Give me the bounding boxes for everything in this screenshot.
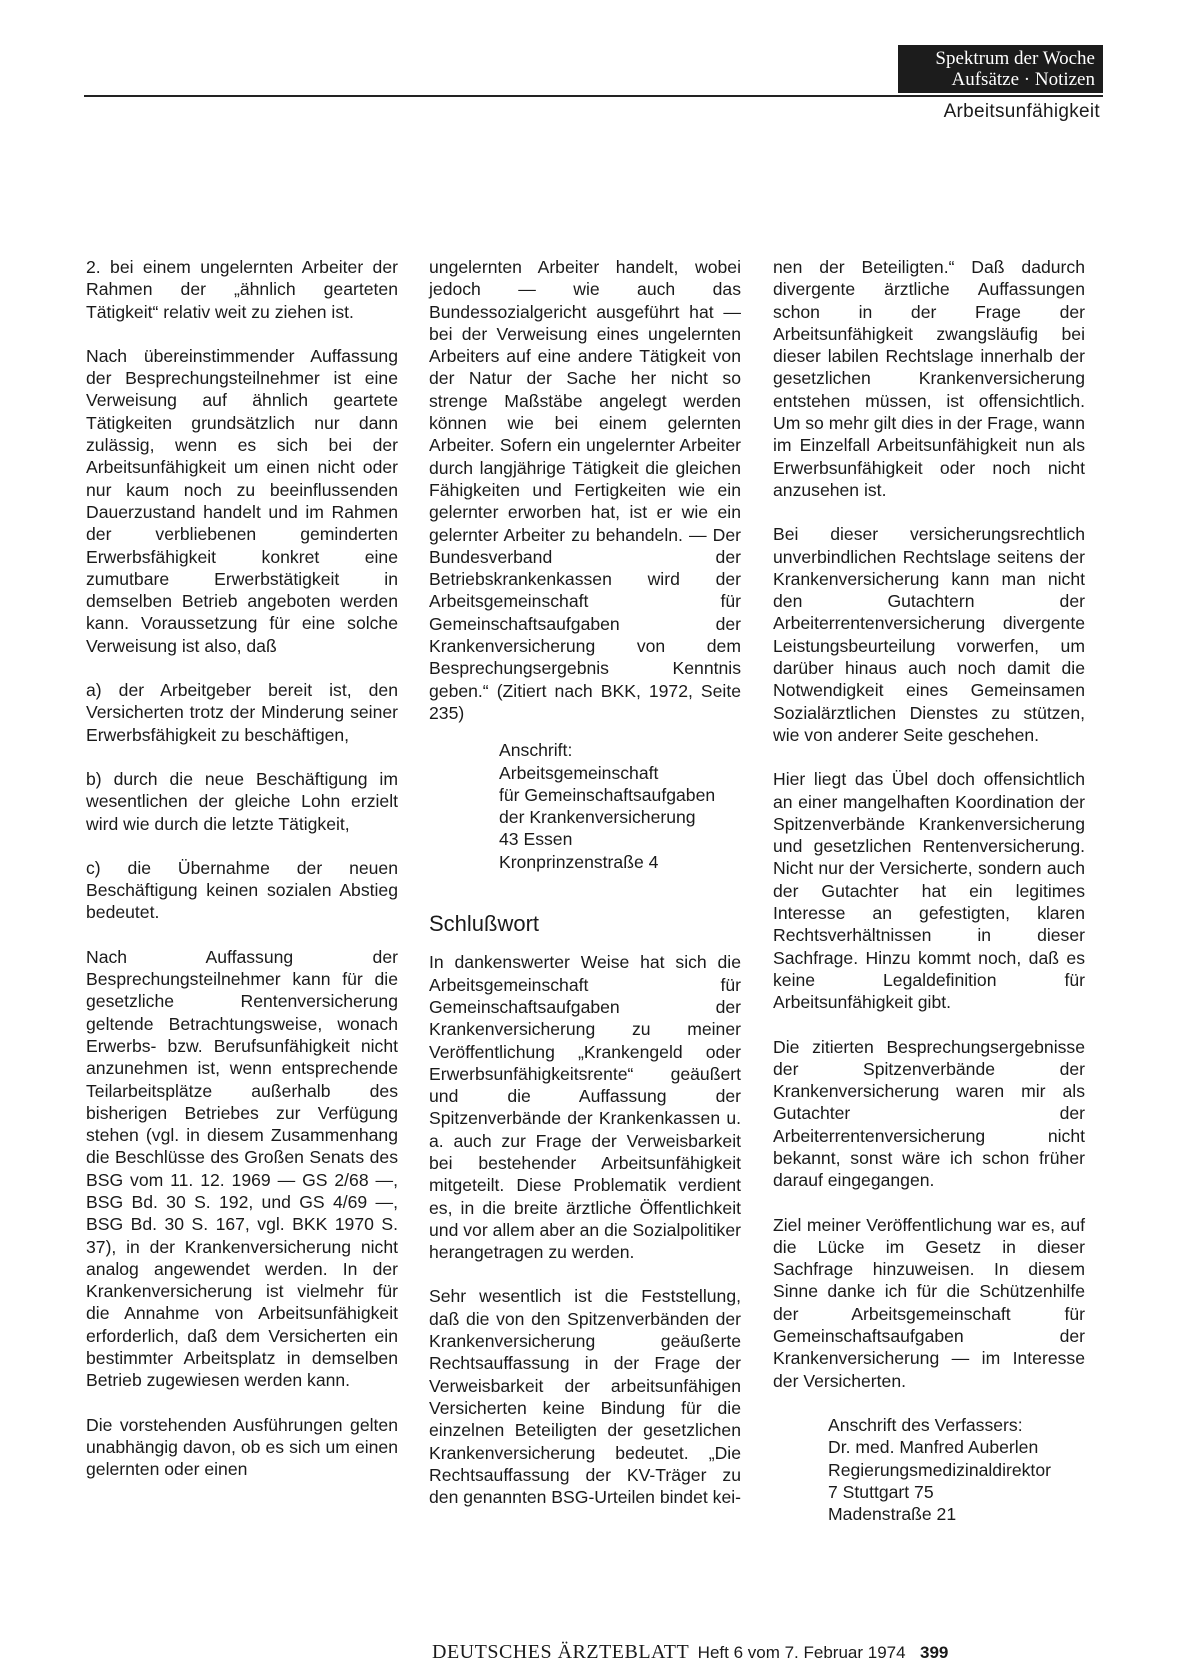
paragraph: Nach übereinstimmender Auffassung der Besprechungsteilnehmer ist eine Verweisung auf ähnlich geartete Tätigkeiten grundsätzlich nur dann zulässig, wenn es sich bei der Arbeitsunfähigkeit um einen nicht oder nur kaum noch zu beeinflussenden Dauerzustand handelt und im Rahmen der verbliebenen geminderten Erwerbsfähigkeit konkret eine zumutbare Erwerbstätigkeit in demselben Betrieb angeboten werden kann. Voraussetzung für eine solche Verweisung ist also, daß: [86, 345, 398, 656]
paragraph: Die zitierten Besprechungsergebnisse der Spitzenverbände der Krankenversicherung waren mir als Gutachter der Arbeiterrentenversicherung nicht bekannt, sonst wäre ich schon früher darauf eingegangen.: [773, 1036, 1085, 1191]
page-number: 399: [920, 1643, 949, 1662]
paragraph: a) der Arbeitgeber bereit ist, den Versicherten trotz der Minderung seiner Erwerbsfähigkeit zu beschäftigen,: [86, 680, 398, 745]
address-line: Madenstraße 21: [828, 1504, 957, 1525]
column-3: [773, 256, 1085, 1525]
paragraph: nen der Beteiligten.“ Daß dadurch divergente ärztliche Auffassungen schon in der Frage der Arbeitsunfähigkeit zwangsläufig bei dieser labilen Rechtslage innerhalb der gesetzlichen Krankenversicherung entstehen müssen, ist offensichtlich. Um so mehr gilt dies in der Frage, wann im Einzelfall Arbeitsunfähigkeit nun als Erwerbsunfähigkeit oder noch nicht anzusehen ist.: [773, 257, 1085, 500]
section-title: Arbeitsunfähigkeit: [943, 101, 1100, 122]
paragraph: ungelernten Arbeiter handelt, wobei jedoch — wie auch das Bundessozialgericht ausgeführt hat — bei der Verweisung eines ungelernten Arbeiters auf eine andere Tätigkeit von der Natur der Sache her nicht so strenge Maßstäbe angelegt werden können wie bei einem gelernten Arbeiter. Sofern ein ungelernter Arbeiter durch langjährige Tätigkeit die gleichen Fähigkeiten und Fertigkeiten wie ein gelernter erworben hat, ist er wie ein gelernter Arbeiter zu behandeln. — Der Bundesverband der Betriebskrankenkassen wird der Arbeitsgemeinschaft für Gemeinschaftsaufgaben der Krankenversicherung von dem Besprechungsergebnis Kenntnis geben.“ (Zitiert nach BKK, 1972, Seite 235): [429, 257, 741, 723]
section-heading: Schlußwort: [429, 911, 540, 937]
address-line: Arbeitsgemeinschaft: [499, 762, 659, 783]
rubric-line-1: Spektrum der Woche: [935, 48, 1095, 69]
column-2: [429, 256, 741, 1508]
paragraph: Nach Auffassung der Besprechungsteilnehmer kann für die gesetzliche Rentenversicherung geltende Betrachtungsweise, wonach Erwerbs- bzw. Berufsunfähigkeit nicht anzunehmen ist, wenn entsprechende Teilarbeitsplätze außerhalb des bisherigen Betriebes zur Verfügung stehen (vgl. in diesem Zusammenhang die Beschlüsse des Großen Senats des BSG vom 11. 12. 1969 — GS 2/68 —, BSG Bd. 30 S. 192, und GS 4/69 —, BSG Bd. 30 S. 167, vgl. BKK 1970 S. 37), in der Krankenversicherung nicht analog angewendet werden. In der Krankenversicherung ist vielmehr für die Annahme von Arbeitsunfähigkeit erforderlich, daß dem Versicherten ein bestimmter Arbeitsplatz in demselben Betrieb zugewiesen werden kann.: [86, 946, 398, 1391]
issue-info: Heft 6 vom 7. Februar 1974: [697, 1643, 906, 1662]
journal-name: DEUTSCHES ÄRZTEBLATT: [432, 1641, 690, 1663]
address-line: Regierungsmedizinaldirektor: [828, 1459, 1051, 1480]
paragraph: In dankenswerter Weise hat sich die Arbeitsgemeinschaft für Gemeinschaftsaufgaben der Krankenversicherung zu meiner Veröffentlichung „Krankengeld oder Erwerbsunfähigkeitsrente“ geäußert und die Auffassung der Spitzenverbände der Krankenkassen u. a. auch zur Frage der Verweisbarkeit bei bestehender Arbeitsunfähigkeit mitgeteilt. Diese Problematik verdient es, in die breite ärztliche Öffentlichkeit und vor allem aber an die Sozialpolitiker herangetragen zu werden.: [429, 952, 741, 1263]
paragraph: b) durch die neue Beschäftigung im wesentlichen der gleiche Lohn erzielt wird wie durch die letzte Tätigkeit,: [86, 768, 398, 834]
column-1: [86, 256, 398, 1481]
paragraph: c) die Übernahme der neuen Beschäftigung keinen sozialen Abstieg bedeutet.: [86, 857, 398, 923]
page-footer: [432, 1641, 948, 1664]
address-block-author: [828, 1414, 1085, 1525]
paragraph: 2. bei einem ungelernten Arbeiter der Rahmen der „ähnlich gearteten Tätigkeit“ relativ weit zu ziehen ist.: [86, 257, 398, 322]
rubric-line-2: Aufsätze · Notizen: [951, 69, 1095, 90]
paragraph: Die vorstehenden Ausführungen gelten unabhängig davon, ob es sich um einen gelernten oder einen: [86, 1414, 398, 1480]
address-line: Anschrift:: [499, 740, 573, 761]
header-rule: [84, 95, 1103, 97]
address-line: Anschrift des Verfassers:: [828, 1414, 1023, 1435]
paragraph: Bei dieser versicherungsrechtlich unverbindlichen Rechtslage seitens der Krankenversicherung kann man nicht den Gutachtern der Arbeiterrentenversicherung divergente Leistungsbeurteilung vorwerfen, um darüber hinaus auch noch damit die Notwendigkeit eines Gemeinsamen Sozialärztlichen Dienstes zu stützen, wie von anderer Seite geschehen.: [773, 524, 1085, 745]
address-line: der Krankenversicherung: [499, 807, 696, 828]
paragraph: Sehr wesentlich ist die Feststellung, daß die von den Spitzenverbänden der Krankenversicherung geäußerte Rechtsauffassung in der Frage der Verweisbarkeit der arbeitsunfähigen Versicherten keine Bindung für die einzelnen Beteiligten der gesetzlichen Krankenversicherung bedeutet. „Die Rechtsauffassung der KV-Träger zu den genannten BSG-Urteilen bindet kei-: [429, 1286, 741, 1508]
address-line: 7 Stuttgart 75: [828, 1481, 934, 1502]
rubric-badge: [898, 45, 1103, 93]
address-line: für Gemeinschaftsaufgaben: [499, 784, 716, 805]
paragraph: Hier liegt das Übel doch offensichtlich an einer mangelhaften Koordination der Spitzenverbände Krankenversicherung und gesetzlichen Rentenversicherung. Nicht nur der Versicherte, sondern auch der Gutachter hat ein legitimes Interesse an gefestigten, klaren Rechtsverhältnissen in dieser Sachfrage. Hinzu kommt noch, daß es keine Legaldefinition für Arbeitsunfähigkeit gibt.: [773, 769, 1085, 1013]
address-line: Dr. med. Manfred Auberlen: [828, 1437, 1039, 1458]
address-line: Kronprinzenstraße 4: [499, 851, 659, 872]
address-line: 43 Essen: [499, 829, 573, 850]
paragraph: Ziel meiner Veröffentlichung war es, auf die Lücke im Gesetz in dieser Sachfrage hinzuweisen. In diesem Sinne danke ich für die Schützenhilfe der Arbeitsgemeinschaft für Gemeinschaftsaufgaben der Krankenversicherung — im Interesse der Versicherten.: [773, 1214, 1085, 1391]
address-block-association: [499, 739, 741, 873]
